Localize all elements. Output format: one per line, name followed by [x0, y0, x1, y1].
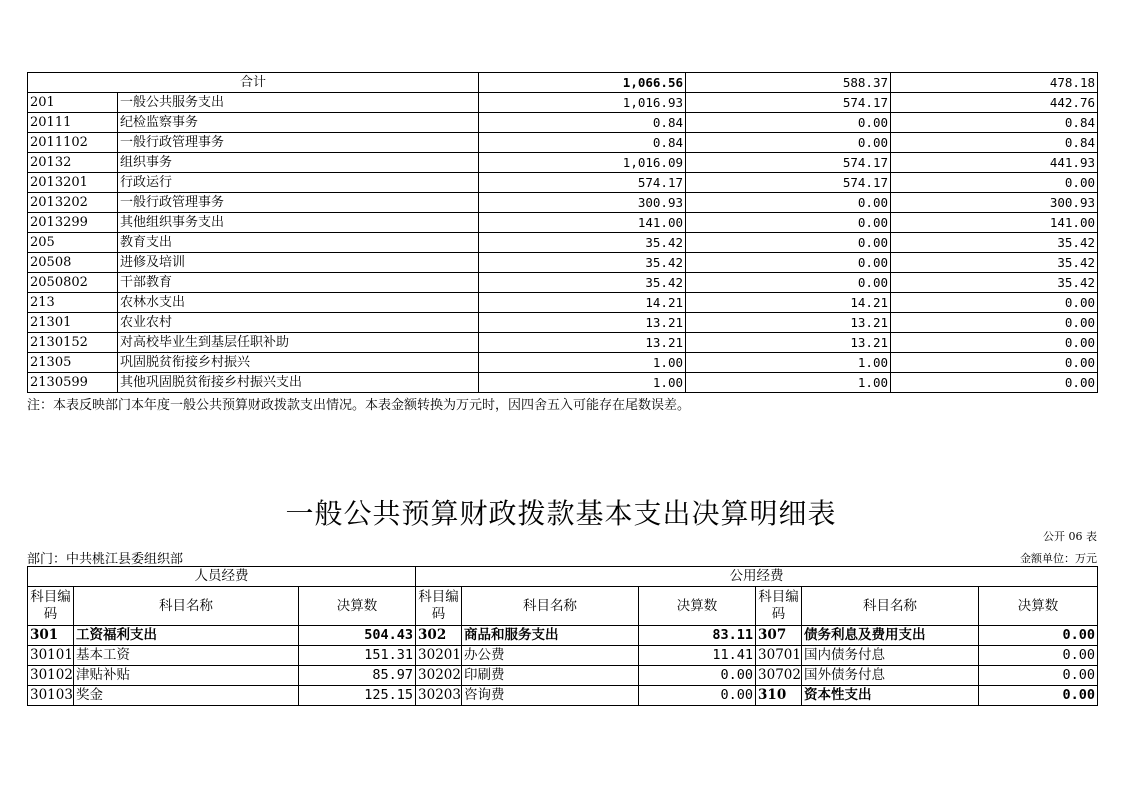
- col-code-1: 科目编码: [28, 587, 74, 626]
- value-3: 442.76: [891, 93, 1098, 113]
- value-2: 13.21: [686, 313, 891, 333]
- value-1: 300.93: [479, 193, 686, 213]
- subject-name: 农业农村: [118, 313, 479, 333]
- subject-name: 纪检监察事务: [118, 113, 479, 133]
- personnel-code: 30103: [28, 686, 74, 706]
- table-row: [28, 273, 1098, 293]
- public-amount-b: 0.00: [979, 626, 1098, 646]
- subject-name: 进修及培训: [118, 253, 479, 273]
- value-1: 141.00: [479, 213, 686, 233]
- subject-name: 一般行政管理事务: [118, 133, 479, 153]
- subject-code: 20111: [28, 113, 118, 133]
- subject-code: 2013202: [28, 193, 118, 213]
- col-code-2: 科目编码: [416, 587, 462, 626]
- public-code-b: 310: [756, 686, 802, 706]
- value-2: 0.00: [686, 253, 891, 273]
- table-row: [28, 313, 1098, 333]
- subject-code: 20132: [28, 153, 118, 173]
- col-amount-2: 决算数: [639, 587, 756, 626]
- total-row: [28, 73, 1098, 93]
- subject-code: 2013201: [28, 173, 118, 193]
- expenditure-table: [27, 72, 1098, 393]
- basic-expenditure-table: [27, 566, 1098, 706]
- subject-name: 教育支出: [118, 233, 479, 253]
- detail-row: [28, 666, 1098, 686]
- public-amount: 11.41: [639, 646, 756, 666]
- department-label: 部门：中共桃江县委组织部: [27, 552, 184, 567]
- value-2: 574.17: [686, 93, 891, 113]
- subject-name: 行政运行: [118, 173, 479, 193]
- value-3: 0.84: [891, 133, 1098, 153]
- table-row: [28, 333, 1098, 353]
- table-row: [28, 233, 1098, 253]
- value-1: 35.42: [479, 233, 686, 253]
- subject-name: 一般行政管理事务: [118, 193, 479, 213]
- col-amount-1: 决算数: [299, 587, 416, 626]
- table-row: [28, 193, 1098, 213]
- col-name-3: 科目名称: [802, 587, 979, 626]
- table-row: [28, 113, 1098, 133]
- value-3: 141.00: [891, 213, 1098, 233]
- column-header-row: [28, 587, 1098, 626]
- subject-name: 其他巩固脱贫衔接乡村振兴支出: [118, 373, 479, 393]
- value-1: 14.21: [479, 293, 686, 313]
- page-title: 一般公共预算财政拨款基本支出决算明细表: [285, 497, 837, 530]
- value-2: 0.00: [686, 233, 891, 253]
- public-code: 30203: [416, 686, 462, 706]
- public-name: 商品和服务支出: [462, 626, 639, 646]
- public-name: 咨询费: [462, 686, 639, 706]
- table-row: [28, 173, 1098, 193]
- subject-name: 一般公共服务支出: [118, 93, 479, 113]
- public-code: 30202: [416, 666, 462, 686]
- value-1: 1,016.93: [479, 93, 686, 113]
- public-name-b: 国内债务付息: [802, 646, 979, 666]
- value-3: 35.42: [891, 233, 1098, 253]
- value-2: 13.21: [686, 333, 891, 353]
- personnel-name: 津贴补贴: [74, 666, 299, 686]
- personnel-code: 301: [28, 626, 74, 646]
- value-3: 0.00: [891, 333, 1098, 353]
- subject-name: 干部教育: [118, 273, 479, 293]
- public-code: 30201: [416, 646, 462, 666]
- public-name-b: 资本性支出: [802, 686, 979, 706]
- value-2: 0.00: [686, 133, 891, 153]
- personnel-code: 30101: [28, 646, 74, 666]
- subject-code: 213: [28, 293, 118, 313]
- table-row: [28, 253, 1098, 273]
- value-1: 13.21: [479, 313, 686, 333]
- public-code-b: 30702: [756, 666, 802, 686]
- total-value-2: 588.37: [686, 73, 891, 93]
- value-3: 0.84: [891, 113, 1098, 133]
- detail-row: [28, 646, 1098, 666]
- value-1: 0.84: [479, 113, 686, 133]
- personnel-header: 人员经费: [28, 567, 416, 587]
- subject-code: 2130599: [28, 373, 118, 393]
- subject-code: 2050802: [28, 273, 118, 293]
- value-3: 300.93: [891, 193, 1098, 213]
- detail-row: [28, 686, 1098, 706]
- value-3: 0.00: [891, 173, 1098, 193]
- value-1: 35.42: [479, 253, 686, 273]
- value-3: 441.93: [891, 153, 1098, 173]
- personnel-amount: 151.31: [299, 646, 416, 666]
- subject-code: 2013299: [28, 213, 118, 233]
- subject-code: 2130152: [28, 333, 118, 353]
- detail-row: [28, 626, 1098, 646]
- subject-code: 21301: [28, 313, 118, 333]
- public-amount-b: 0.00: [979, 666, 1098, 686]
- col-name-1: 科目名称: [74, 587, 299, 626]
- public-name: 办公费: [462, 646, 639, 666]
- personnel-amount: 504.43: [299, 626, 416, 646]
- personnel-name: 基本工资: [74, 646, 299, 666]
- table-row: [28, 373, 1098, 393]
- col-name-2: 科目名称: [462, 587, 639, 626]
- value-1: 35.42: [479, 273, 686, 293]
- public-code-b: 30701: [756, 646, 802, 666]
- value-2: 1.00: [686, 353, 891, 373]
- subject-code: 205: [28, 233, 118, 253]
- total-value-1: 1,066.56: [479, 73, 686, 93]
- public-amount-b: 0.00: [979, 686, 1098, 706]
- public-code-b: 307: [756, 626, 802, 646]
- value-1: 1.00: [479, 373, 686, 393]
- personnel-amount: 85.97: [299, 666, 416, 686]
- value-3: 0.00: [891, 313, 1098, 333]
- group-header-row: [28, 567, 1098, 587]
- public-name-b: 国外债务付息: [802, 666, 979, 686]
- col-amount-3: 决算数: [979, 587, 1098, 626]
- value-2: 574.17: [686, 173, 891, 193]
- value-3: 0.00: [891, 293, 1098, 313]
- value-3: 0.00: [891, 373, 1098, 393]
- subject-code: 21305: [28, 353, 118, 373]
- value-1: 0.84: [479, 133, 686, 153]
- table-row: [28, 153, 1098, 173]
- personnel-code: 30102: [28, 666, 74, 686]
- value-3: 35.42: [891, 253, 1098, 273]
- value-2: 0.00: [686, 193, 891, 213]
- personnel-name: 奖金: [74, 686, 299, 706]
- value-2: 14.21: [686, 293, 891, 313]
- subject-code: 20508: [28, 253, 118, 273]
- total-value-3: 478.18: [891, 73, 1098, 93]
- value-1: 1.00: [479, 353, 686, 373]
- table-row: [28, 133, 1098, 153]
- public-amount-b: 0.00: [979, 646, 1098, 666]
- amount-unit: 金额单位：万元: [1020, 552, 1097, 565]
- public-code: 302: [416, 626, 462, 646]
- value-3: 0.00: [891, 353, 1098, 373]
- subject-code: 2011102: [28, 133, 118, 153]
- table-row: [28, 213, 1098, 233]
- col-code-3: 科目编码: [756, 587, 802, 626]
- public-name: 印刷费: [462, 666, 639, 686]
- value-2: 0.00: [686, 213, 891, 233]
- personnel-name: 工资福利支出: [74, 626, 299, 646]
- subject-name: 巩固脱贫衔接乡村振兴: [118, 353, 479, 373]
- value-2: 0.00: [686, 273, 891, 293]
- public-amount: 0.00: [639, 686, 756, 706]
- subject-name: 组织事务: [118, 153, 479, 173]
- subject-name: 农林水支出: [118, 293, 479, 313]
- subject-name: 其他组织事务支出: [118, 213, 479, 233]
- value-1: 13.21: [479, 333, 686, 353]
- form-number: 公开 06 表: [1043, 530, 1097, 543]
- table-note: 注：本表反映部门本年度一般公共预算财政拨款支出情况。本表金额转换为万元时，因四舍五入可能存在尾数误差。: [27, 398, 691, 413]
- public-amount: 0.00: [639, 666, 756, 686]
- table-row: [28, 353, 1098, 373]
- table-row: [28, 93, 1098, 113]
- total-label: 合计: [28, 73, 479, 93]
- personnel-amount: 125.15: [299, 686, 416, 706]
- subject-name: 对高校毕业生到基层任职补助: [118, 333, 479, 353]
- value-2: 0.00: [686, 113, 891, 133]
- public-name-b: 债务利息及费用支出: [802, 626, 979, 646]
- value-1: 574.17: [479, 173, 686, 193]
- value-3: 35.42: [891, 273, 1098, 293]
- subject-code: 201: [28, 93, 118, 113]
- public-amount: 83.11: [639, 626, 756, 646]
- value-1: 1,016.09: [479, 153, 686, 173]
- value-2: 1.00: [686, 373, 891, 393]
- public-header: 公用经费: [416, 567, 1098, 587]
- value-2: 574.17: [686, 153, 891, 173]
- table-row: [28, 293, 1098, 313]
